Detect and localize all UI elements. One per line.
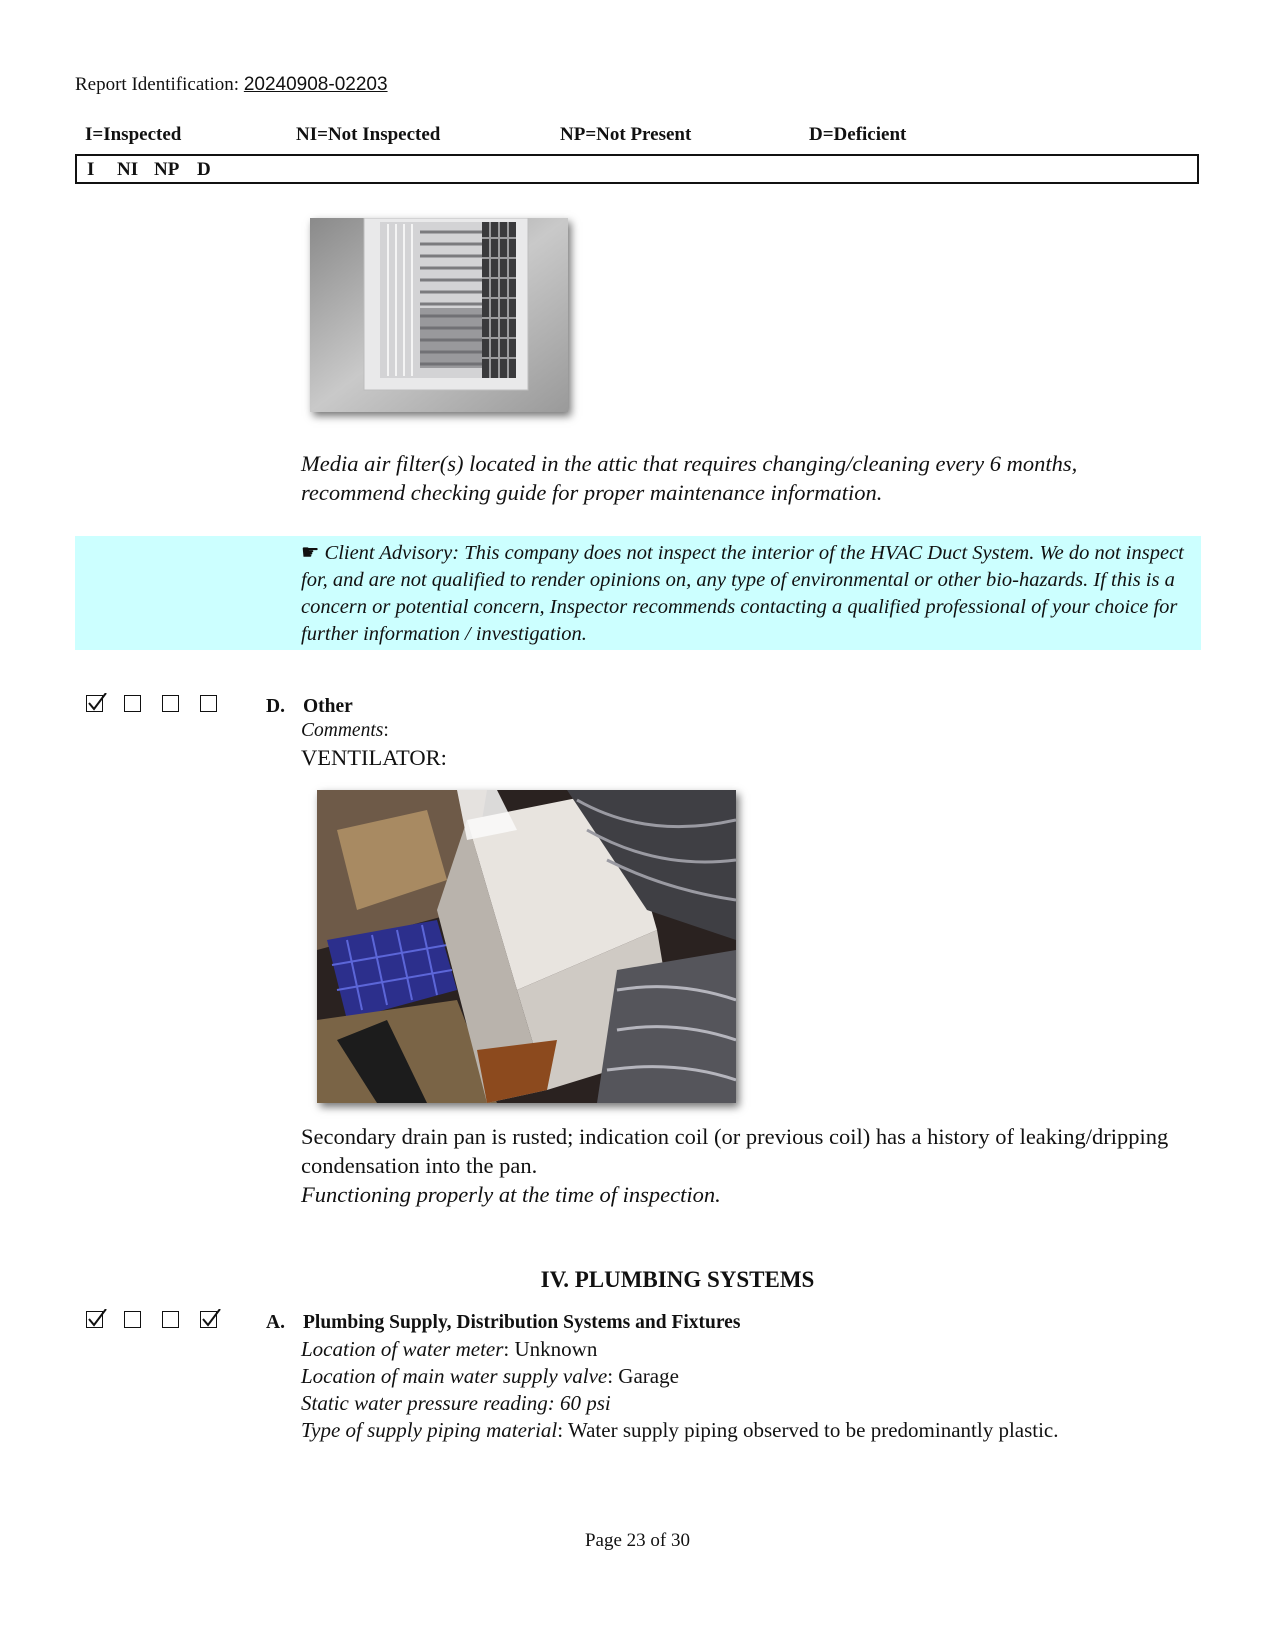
ventilator-photo (317, 790, 736, 1103)
functioning-note: Functioning properly at the time of inspection. (301, 1182, 721, 1207)
plumbing-heading: IV. PLUMBING SYSTEMS (540, 1267, 815, 1292)
section-a-title: Plumbing Supply, Distribution Systems and Fixtures (303, 1312, 741, 1333)
field-static-pressure: Static water pressure reading: 60 psi (301, 1391, 611, 1415)
drain-pan-note: Secondary drain pan is rusted; indication coil (or previous coil) has a history of leaking/dripping condensation into the pan. (301, 1124, 1169, 1178)
ventilator-label: VENTILATOR: (301, 745, 447, 770)
field-water-meter: Location of water meter: Unknown (301, 1337, 598, 1361)
client-advisory-text: Client Advisory: This company does not inspect the interior of the HVAC Duct System. We do not inspect for, and are not qualified to render opinions on, any type of environmental or other bio-hazards. If this is a concern or potential concern, Inspector recommends contacting a qualified professional of your choice for further information / investigation. (301, 542, 1184, 645)
client-advisory-box (75, 536, 1201, 650)
checkbox-a-not-inspected[interactable] (124, 1311, 141, 1328)
comments-label: Comments: (301, 720, 389, 741)
header-np: NP (154, 159, 180, 180)
legend-not-inspected: NI=Not Inspected (296, 124, 441, 145)
checkbox-d-not-inspected[interactable] (124, 695, 141, 712)
legend-deficient: D=Deficient (809, 124, 907, 145)
field-piping-material: Type of supply piping material: Water supply piping observed to be predominantly plastic. (301, 1418, 1059, 1442)
checkbox-d-inspected[interactable] (86, 695, 103, 712)
checkbox-a-not-present[interactable] (162, 1311, 179, 1328)
page-number: Page 23 of 30 (584, 1530, 690, 1551)
section-d-letter: D. (266, 696, 285, 717)
column-header-row (75, 154, 1199, 184)
filter-note: Media air filter(s) located in the attic that requires changing/cleaning every 6 months, recommend checking guide for proper maintenance information. (301, 451, 1078, 505)
checkbox-a-deficient[interactable] (200, 1311, 217, 1328)
plumbing-fields (301, 1336, 1059, 1444)
air-filter-photo (310, 218, 568, 412)
header-ni: NI (117, 159, 139, 180)
header-d: D (197, 159, 211, 180)
report-id-value: 20240908-02203 (243, 74, 388, 95)
checkbox-d-deficient[interactable] (200, 695, 217, 712)
section-a-letter: A. (266, 1312, 285, 1333)
field-main-valve: Location of main water supply valve: Garage (301, 1364, 679, 1388)
pointing-hand-icon: ☛ (301, 542, 320, 564)
legend-not-present: NP=Not Present (560, 124, 692, 145)
legend-inspected: I=Inspected (85, 124, 182, 145)
report-identification (75, 74, 388, 96)
checkbox-a-inspected[interactable] (86, 1311, 103, 1328)
report-id-label: Report Identification: (75, 74, 240, 95)
checkbox-d-not-present[interactable] (162, 695, 179, 712)
header-i: I (87, 159, 95, 180)
section-d-title: Other (303, 696, 353, 717)
